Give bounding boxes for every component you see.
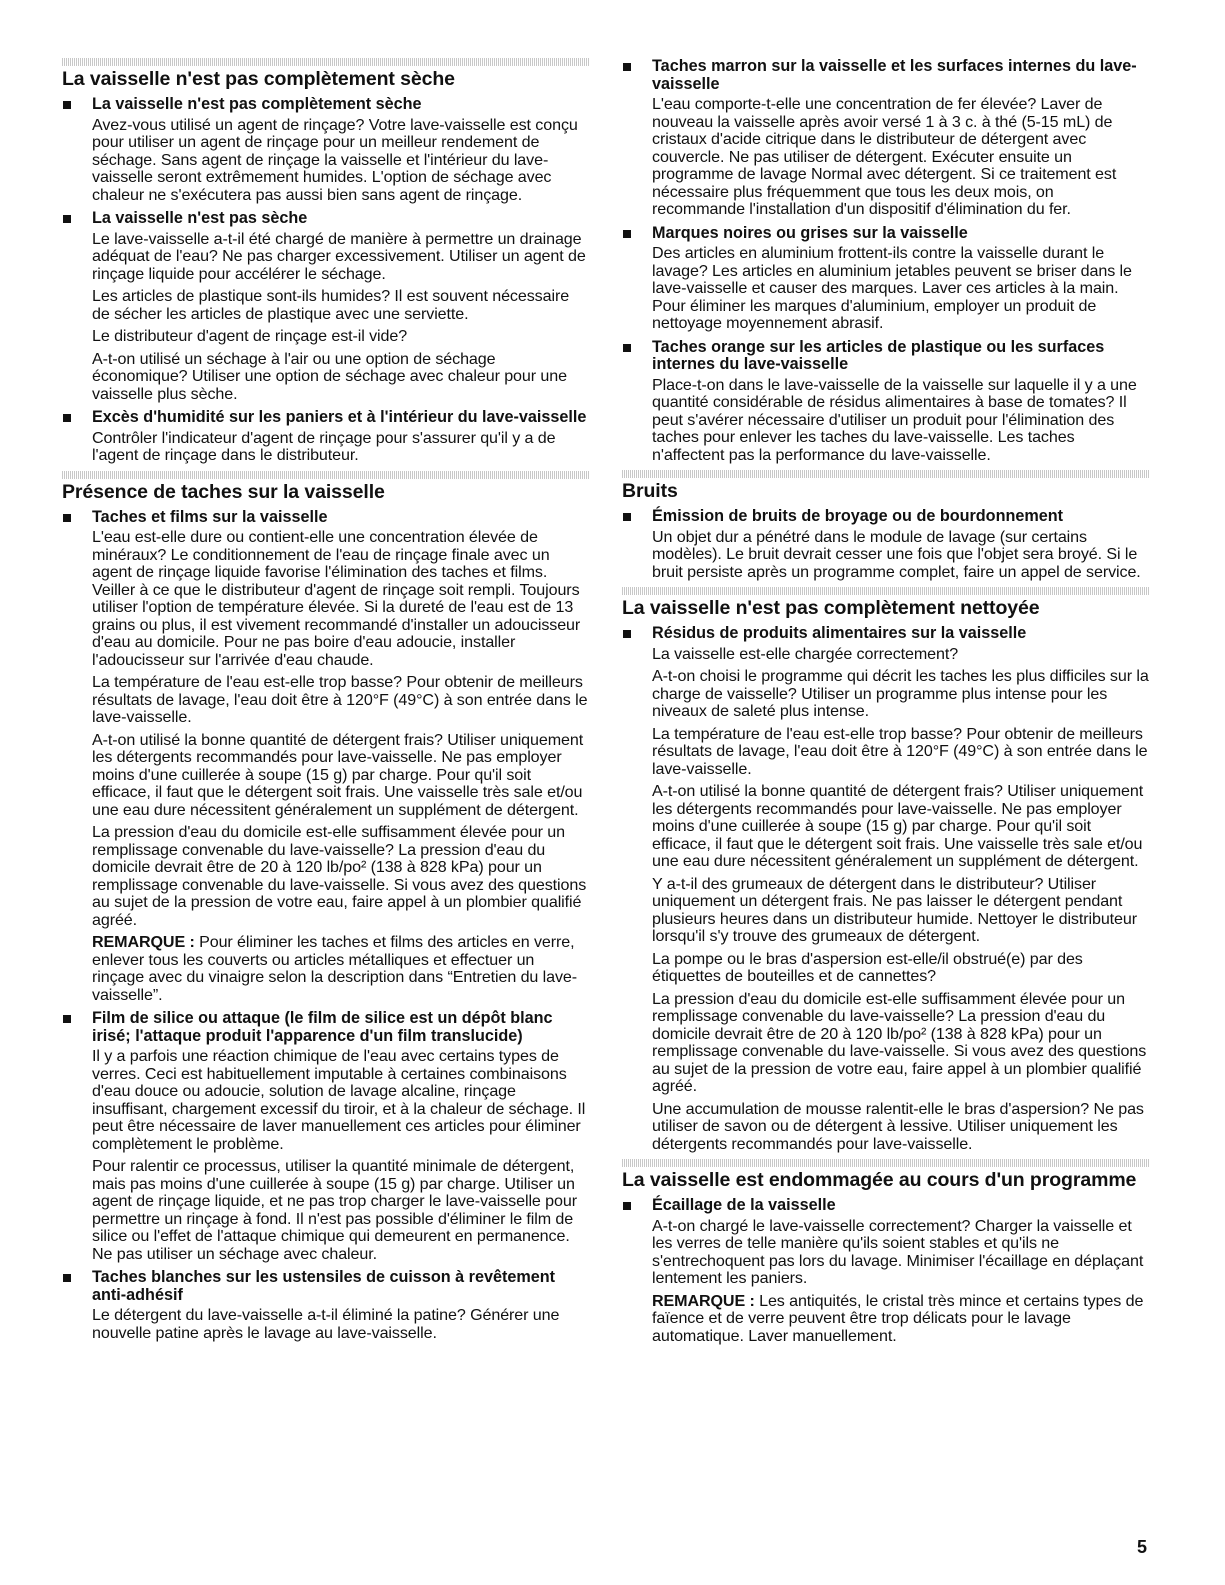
troubleshooting-item xyxy=(622,1197,1150,1345)
section xyxy=(62,58,590,465)
paragraph xyxy=(92,231,590,284)
right-column xyxy=(622,58,1150,1351)
paragraph-text: Le détergent du lave-vaisselle a-t-il éliminé la patine? Générer une nouvelle patine après le lavage au lave-vaisselle. xyxy=(92,1306,560,1342)
square-bullet-icon xyxy=(623,630,631,638)
paragraph xyxy=(652,783,1150,871)
square-bullet-icon xyxy=(623,513,631,521)
left-column xyxy=(62,58,590,1348)
square-bullet-icon xyxy=(63,215,71,223)
item-title: Résidus de produits alimentaires sur la vaisselle xyxy=(652,624,1027,642)
paragraph-text: Une accumulation de mousse ralentit-elle le bras d'aspersion? Ne pas utiliser de savon ou de détergent à lessive. Utiliser uniquement les détergents recommandés pour lave-vaisselle. xyxy=(652,1099,1144,1153)
square-bullet-icon xyxy=(63,1274,71,1282)
paragraph xyxy=(652,991,1150,1096)
troubleshooting-item xyxy=(62,210,590,403)
item-title: Excès d'humidité sur les paniers et à l'intérieur du lave-vaisselle xyxy=(92,408,587,426)
paragraph xyxy=(652,529,1150,582)
paragraph-text: L'eau comporte-t-elle une concentration de fer élevée? Laver de nouveau la vaisselle après avoir versé 1 à 3 c. à thé (5-15 mL) de cristaux d'acide citrique dans le distributeur de détergent avec couvercle. Ne pas utiliser de détergent. Exécuter ensuite un programme de lavage Normal avec détergent. Si ce traitement est nécessaire plus fréquemment que tous les deux mois, on recommande l'installation d'un dispositif d'élimination du fer. xyxy=(652,95,1117,218)
paragraph-text: Contrôler l'indicateur d'agent de rinçage pour s'assurer qu'il y a de l'agent de rinçage dans le distributeur. xyxy=(92,428,556,464)
section-divider xyxy=(622,587,1150,595)
paragraph xyxy=(92,674,590,727)
paragraph-text: La température de l'eau est-elle trop basse? Pour obtenir de meilleurs résultats de lavage, l'eau doit être à 120°F (49°C) à son entrée dans le lave-vaisselle. xyxy=(652,724,1148,778)
paragraph-text: A-t-on chargé le lave-vaisselle correctement? Charger la vaisselle et les verres de telle manière qu'ils soient stables et qu'ils ne s'entrechoquent pas lors du lavage. Minimiser l'écaillage en déplaçant lentement les paniers. xyxy=(652,1216,1144,1287)
paragraph-text: La pression d'eau du domicile est-elle suffisamment élevée pour un remplissage convenable du lave-vaisselle? La pression d'eau du domicile devrait être de 20 à 120 lb/po² (138 à 828 kPa) pour un remplissage convenable du lave-vaisselle. Si vous avez des questions au sujet de la pression de votre eau, faire appel à un plombier qualifié agréé. xyxy=(92,823,587,929)
paragraph xyxy=(92,529,590,669)
paragraph xyxy=(92,288,590,323)
section-divider xyxy=(622,470,1150,478)
paragraph-text: A-t-on utilisé la bonne quantité de détergent frais? Utiliser uniquement les détergents recommandés pour lave-vaisselle. Ne pas employer moins d'une cuillerée à soupe (15 g) par charge. Pour qu'il soit efficace, il faut que le détergent soit frais. Une vaisselle très sale et/ou une eau dure nécessitent généralement un supplément de détergent. xyxy=(652,782,1144,870)
square-bullet-icon xyxy=(623,63,631,71)
section-title: La vaisselle est endommagée au cours d'un programme xyxy=(622,1169,1137,1191)
section-title: Présence de taches sur la vaisselle xyxy=(62,480,385,503)
square-bullet-icon xyxy=(623,344,631,352)
section xyxy=(622,470,1150,581)
paragraph-text: Les antiquités, le cristal très mince et certains types de faïence et de verre peuvent être trop délicats pour le lavage automatique. Laver manuellement. xyxy=(652,1291,1144,1345)
paragraph xyxy=(652,726,1150,779)
item-title: Taches marron sur la vaisselle et les surfaces internes du lave-vaisselle xyxy=(652,57,1137,93)
section-title: Bruits xyxy=(622,480,678,502)
paragraph-text: Avez-vous utilisé un agent de rinçage? Votre lave-vaisselle est conçu pour utiliser un agent de rinçage pour un meilleur rendement de séchage. Sans agent de rinçage la vaisselle et l'intérieur du lave-vaisselle seront extrêmement humides. L'option de séchage avec chaleur ne s'exécutera pas aussi bien sans agent de rinçage. xyxy=(92,115,578,204)
section-divider xyxy=(62,471,590,479)
paragraph-text: Des articles en aluminium frottent-ils contre la vaisselle durant le lavage? Les articles en aluminium jetables peuvent se briser dans le lave-vaisselle et causer des marques. Laver ces articles à la main. Pour éliminer les marques d'aluminium, employer un produit de nettoyage moyennement abrasif. xyxy=(652,244,1132,332)
paragraph-text: Y a-t-il des grumeaux de détergent dans le distributeur? Utiliser uniquement un détergent frais. Ne pas laisser le détergent pendant plusieurs heures dans un distributeur humide. Nettoyer le distributeur lorsqu'il s'y trouve des grumeaux de détergent. xyxy=(652,874,1138,945)
paragraph xyxy=(92,117,590,205)
troubleshooting-item xyxy=(622,625,1150,1153)
page-number: 5 xyxy=(1137,1537,1148,1557)
section xyxy=(622,58,1150,464)
troubleshooting-item xyxy=(622,339,1150,465)
paragraph xyxy=(652,377,1150,465)
troubleshooting-item xyxy=(622,508,1150,581)
paragraph xyxy=(92,1307,590,1342)
troubleshooting-item xyxy=(622,58,1150,219)
paragraph xyxy=(652,646,1150,664)
section-divider xyxy=(622,1159,1150,1167)
section xyxy=(622,1159,1150,1345)
square-bullet-icon xyxy=(63,414,71,422)
paragraph-text: L'eau est-elle dure ou contient-elle une concentration élevée de minéraux? Le conditionnement de l'eau de rinçage finale avec un agent de rinçage liquide favorise l'élimination des taches et films. Veiller à ce que le distributeur d'agent de rinçage soit rempli. Toujours utiliser l'option de température élevée. Si la dureté de l'eau est de 13 grains ou plus, il est vivement recommandé d'installer un adoucisseur d'eau au domicile. Pour ne pas boire d'eau adoucie, installer l'adoucisseur sur l'arrivée d'eau chaude. xyxy=(92,528,581,669)
paragraph xyxy=(652,668,1150,721)
paragraph-text: Place-t-on dans le lave-vaisselle de la vaisselle sur laquelle il y a une quantité considérable de résidus alimentaires à base de tomates? Il peut s'avérer nécessaire d'utiliser un produit pour l'élimination des taches pour enlever les taches du lave-vaisselle. Les taches n'affectent pas la performance du lave-vaisselle. xyxy=(652,375,1137,464)
paragraph xyxy=(92,328,590,346)
troubleshooting-item xyxy=(62,509,590,1005)
paragraph-text: Pour ralentir ce processus, utiliser la quantité minimale de détergent, mais pas moins d'une cuillerée à soupe (15 g) par charge. Utiliser un agent de rinçage liquide, et ne pas trop charger le lave-vaisselle pour permettre un rinçage à fond. Il n'est pas possible d'éliminer le film de silice ou l'effet de l'attaque chimique qui demeurent en permanence. Ne pas utiliser un séchage avec chaleur. xyxy=(92,1157,577,1263)
troubleshooting-item xyxy=(62,96,590,204)
section xyxy=(62,471,590,1343)
section-divider xyxy=(62,58,590,66)
item-title: Taches blanches sur les ustensiles de cuisson à revêtement anti-adhésif xyxy=(92,1268,556,1304)
paragraph xyxy=(92,934,590,1004)
paragraph xyxy=(92,732,590,820)
paragraph-text: A-t-on utilisé un séchage à l'air ou une option de séchage économique? Utiliser une option de séchage avec chaleur pour une vaisselle plus sèche. xyxy=(92,349,567,403)
square-bullet-icon xyxy=(63,101,71,109)
paragraph-text: Il y a parfois une réaction chimique de l'eau avec certains types de verres. Ceci est habituellement imputable à certaines combinaisons d'eau douce ou adoucie, solution de lavage alcaline, rinçage insuffisant, chargement excessif du tiroir, et à la chaleur de séchage. Il peut être nécessaire de laver manuellement ces articles pour éliminer complètement le problème. xyxy=(92,1047,586,1153)
item-title: Taches orange sur les articles de plastique ou les surfaces internes du lave-vaisselle xyxy=(652,337,1105,373)
note-label: REMARQUE : xyxy=(652,1291,755,1310)
troubleshooting-item xyxy=(62,1010,590,1263)
item-title: Émission de bruits de broyage ou de bourdonnement xyxy=(652,507,1064,525)
paragraph xyxy=(652,876,1150,946)
item-title: Écaillage de la vaisselle xyxy=(652,1196,836,1214)
troubleshooting-item xyxy=(62,1269,590,1342)
paragraph xyxy=(652,1101,1150,1154)
paragraph-text: La température de l'eau est-elle trop basse? Pour obtenir de meilleurs résultats de lavage, l'eau doit être à 120°F (49°C) à son entrée dans le lave-vaisselle. xyxy=(92,673,588,726)
paragraph xyxy=(652,1218,1150,1288)
paragraph xyxy=(92,824,590,929)
paragraph xyxy=(92,351,590,404)
note-label: REMARQUE : xyxy=(92,933,195,951)
square-bullet-icon xyxy=(623,1202,631,1210)
square-bullet-icon xyxy=(63,514,71,522)
paragraph xyxy=(652,951,1150,986)
paragraph-text: A-t-on utilisé la bonne quantité de détergent frais? Utiliser uniquement les détergents recommandés pour lave-vaisselle. Ne pas employer moins d'une cuillerée à soupe (15 g) par charge. Pour qu'il soit efficace, il faut que le détergent soit frais. Une vaisselle très sale et/ou une eau dure nécessitent généralement un supplément de détergent. xyxy=(92,730,584,819)
paragraph xyxy=(92,1158,590,1263)
paragraph xyxy=(652,96,1150,219)
item-title: Marques noires ou grises sur la vaisselle xyxy=(652,223,968,242)
item-title: La vaisselle n'est pas complètement sèche xyxy=(92,95,422,113)
paragraph-text: Le lave-vaisselle a-t-il été chargé de manière à permettre un drainage adéquat de l'eau? Ne pas charger excessivement. Utiliser un agent de rinçage liquide pour accélérer le séchage. xyxy=(92,229,586,283)
square-bullet-icon xyxy=(623,230,631,238)
paragraph xyxy=(92,1048,590,1153)
item-title: Taches et films sur la vaisselle xyxy=(92,507,328,526)
paragraph-text: A-t-on choisi le programme qui décrit les taches les plus difficiles sur la charge de vaisselle? Utiliser un programme plus intense pour les niveaux de saleté plus intense. xyxy=(652,667,1149,720)
paragraph xyxy=(92,430,590,465)
paragraph-text: Le distributeur d'agent de rinçage est-il vide? xyxy=(92,327,408,345)
paragraph-text: Les articles de plastique sont-ils humides? Il est souvent nécessaire de sécher les articles de plastique avec une serviette. xyxy=(92,287,570,323)
item-title: Film de silice ou attaque (le film de silice est un dépôt blanc irisé; l'attaque produit l'apparence d'un film translucide) xyxy=(92,1009,553,1045)
paragraph-text: La pompe ou le bras d'aspersion est-elle/il obstrué(e) par des étiquettes de bouteilles et de cannettes? xyxy=(652,949,1083,985)
square-bullet-icon xyxy=(63,1015,71,1023)
paragraph xyxy=(652,245,1150,333)
paragraph-text: La pression d'eau du domicile est-elle suffisamment élevée pour un remplissage convenable du lave-vaisselle? La pression d'eau du domicile devrait être de 20 à 120 lb/po² (138 à 828 kPa) pour un remplissage convenable du lave-vaisselle. Si vous avez des questions au sujet de la pression de votre eau, faire appel à un plombier qualifié agréé. xyxy=(652,989,1147,1095)
paragraph-text: La vaisselle est-elle chargée correctement? xyxy=(652,644,959,663)
paragraph xyxy=(652,1293,1150,1346)
paragraph-text: Pour éliminer les taches et films des articles en verre, enlever tous les couverts ou articles métalliques et effectuer un rinçage avec du vinaigre selon la description dans “Entretien du lave-vaisselle”. xyxy=(92,933,578,1004)
section-title: La vaisselle n'est pas complètement sèche xyxy=(62,68,455,90)
section xyxy=(622,587,1150,1153)
paragraph-text: Un objet dur a pénétré dans le module de lavage (sur certains modèles). Le bruit devrait cesser une fois que l'objet sera broyé. Si le bruit persiste après un programme complet, faire un appel de service. xyxy=(652,527,1141,581)
troubleshooting-item xyxy=(622,225,1150,333)
item-title: La vaisselle n'est pas sèche xyxy=(92,209,308,227)
section-title: La vaisselle n'est pas complètement nettoyée xyxy=(622,597,1040,619)
troubleshooting-item xyxy=(62,409,590,465)
